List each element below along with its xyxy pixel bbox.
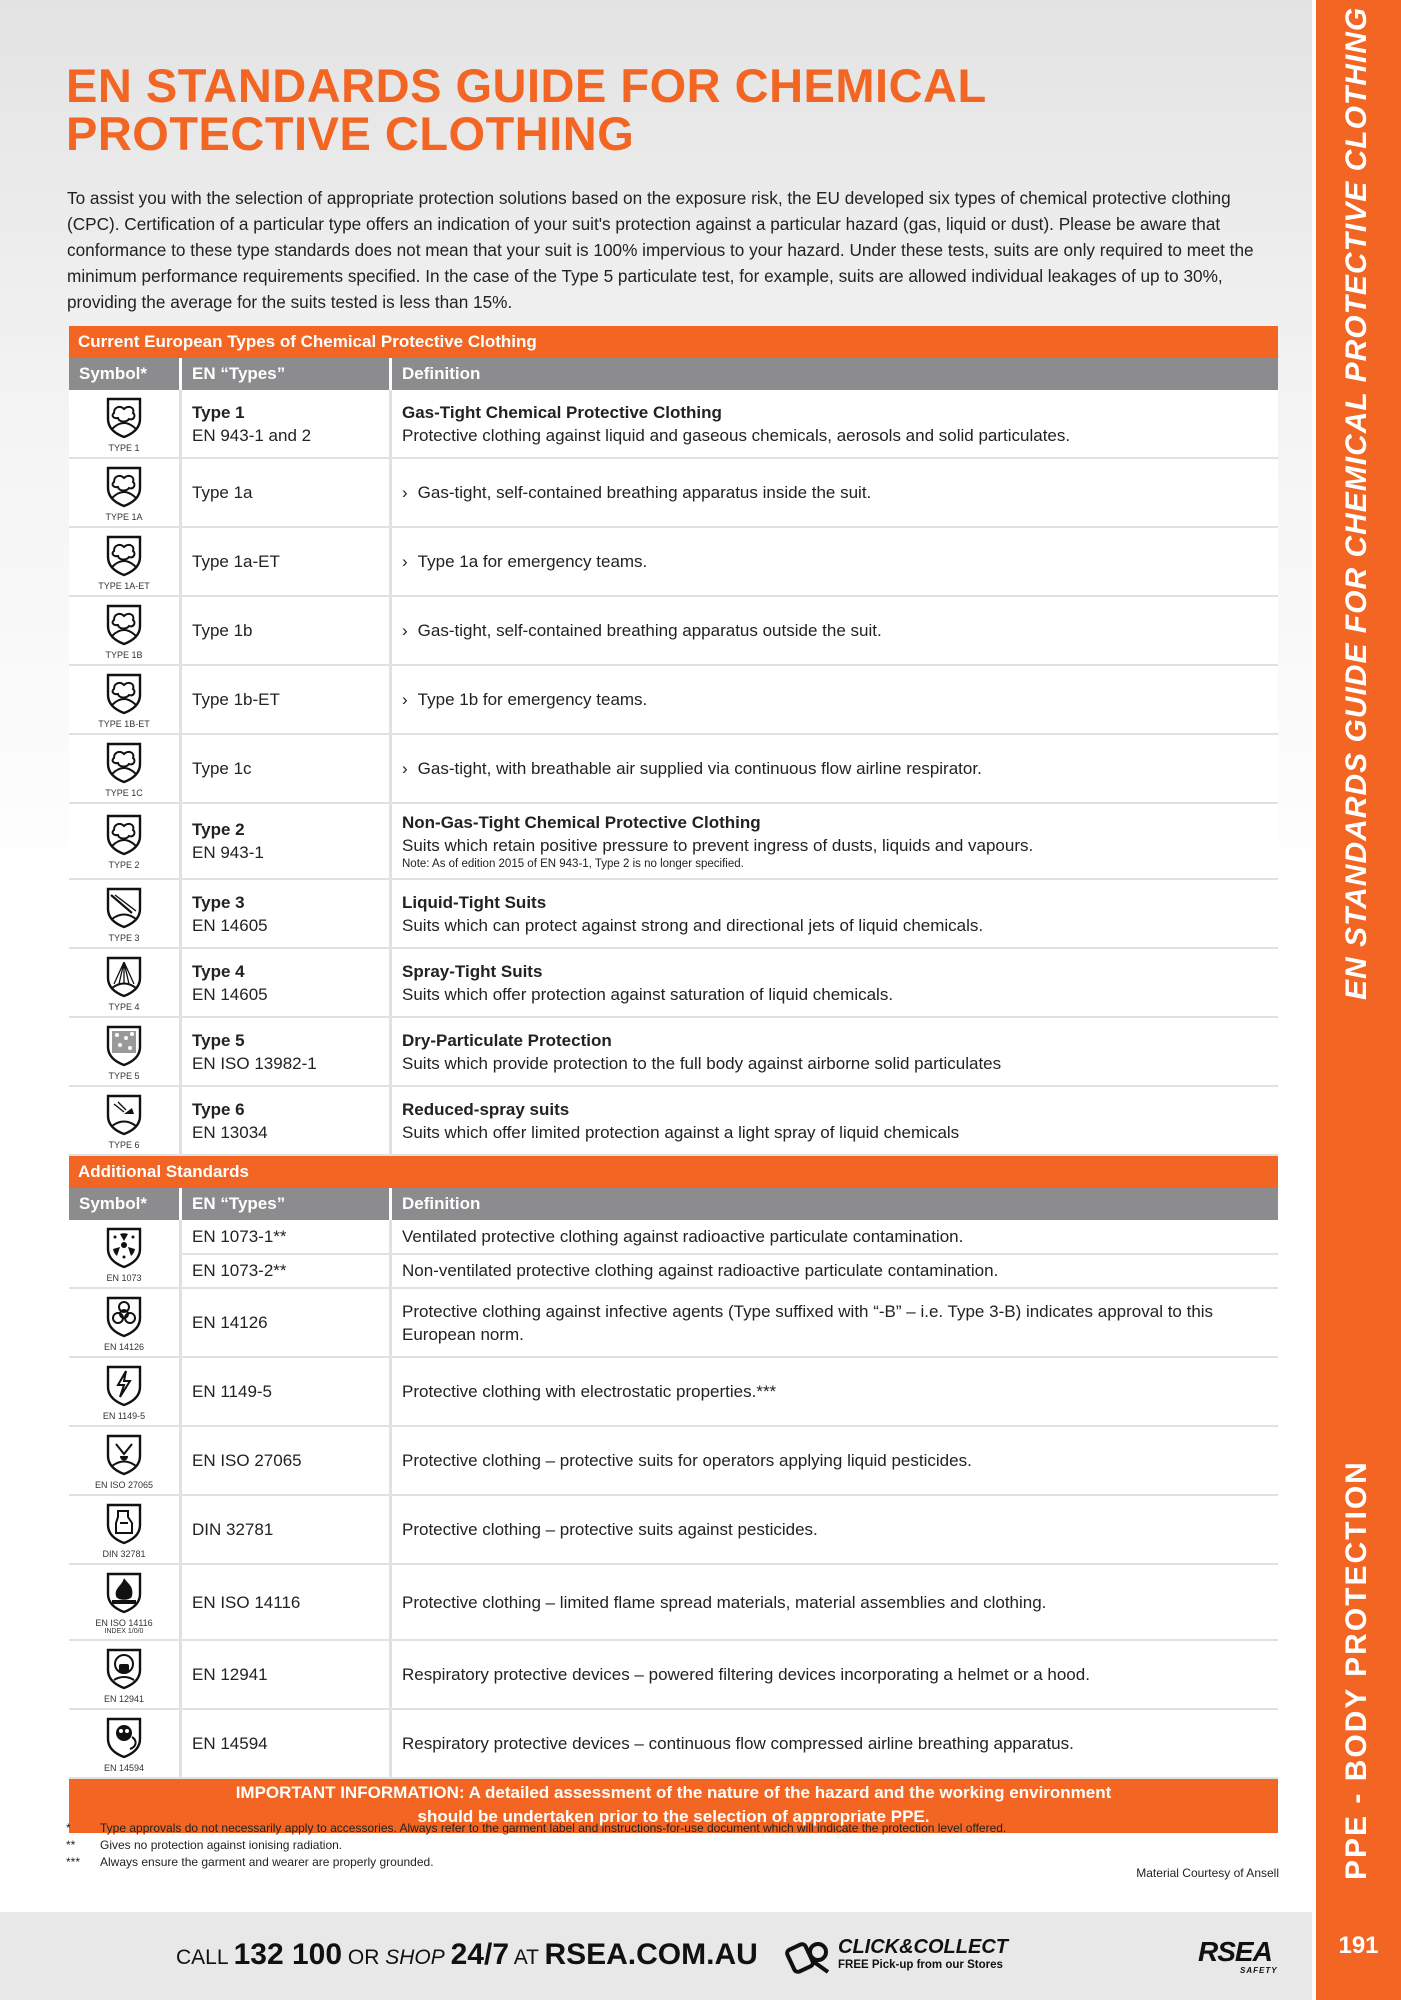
- type-cell: [182, 1496, 392, 1563]
- biohazard-icon: [102, 1294, 146, 1343]
- symbol-label: TYPE 2: [108, 860, 140, 870]
- click-collect[interactable]: [838, 1936, 1008, 1972]
- symbol-cell: [69, 528, 182, 595]
- type-cell: [182, 666, 392, 733]
- type-cell: [182, 804, 392, 878]
- symbol: [102, 1715, 146, 1773]
- symbol-cell: [69, 1358, 182, 1425]
- type-standard: EN 13034: [192, 1122, 268, 1142]
- footnote-mark: ***: [66, 1855, 81, 1869]
- symbol: [102, 1023, 146, 1081]
- symbol: [102, 1646, 146, 1704]
- click-collect-title: CLICK&COLLECT: [838, 1936, 1008, 1958]
- definition-bullet: › Gas-tight, with breathable air supplied via continuous flow airline respirator.: [402, 757, 1268, 780]
- definition-title: Spray-Tight Suits: [402, 961, 543, 981]
- symbol: [95, 1570, 152, 1635]
- type-name: EN 1149-5: [192, 1382, 273, 1401]
- type-cell: [182, 1427, 392, 1494]
- definition-cell: [392, 597, 1278, 664]
- table-row: [69, 390, 1278, 459]
- symbol-cell: [69, 1427, 182, 1494]
- definition-text: Suits which offer limited protection against a light spray of liquid chemicals: [402, 1122, 960, 1142]
- important-line1: IMPORTANT INFORMATION: A detailed assessment of the nature of the hazard and the working environment: [235, 1783, 1112, 1802]
- pesticide-operator-icon: [102, 1432, 146, 1481]
- brand-logo: RSEA: [1198, 1936, 1272, 1967]
- gas-tight-icon: [102, 671, 146, 720]
- page-title: [66, 59, 1266, 160]
- table2-column-headers: [69, 1188, 1278, 1220]
- col-symbol: Symbol*: [69, 1188, 182, 1220]
- click-collect-icon: [784, 1936, 834, 1976]
- definition-title: Reduced-spray suits: [402, 1099, 570, 1119]
- symbol: [95, 1432, 153, 1490]
- type-name: Type 6: [192, 1099, 245, 1119]
- symbol: [102, 602, 146, 660]
- symbol: [102, 885, 146, 943]
- table-subrow: [182, 1255, 1278, 1288]
- standards-table: [69, 326, 1278, 1833]
- symbol: [102, 740, 146, 798]
- symbol-sublabel: INDEX 1/0/0: [104, 1627, 144, 1635]
- symbol: [102, 954, 146, 1012]
- table-row: [69, 1220, 1278, 1289]
- sidebar-category: PPE - BODY PROTECTION: [1340, 1460, 1373, 1880]
- electrostatic-icon: [102, 1363, 146, 1412]
- table-row: [69, 1641, 1278, 1710]
- footnote-text: Gives no protection against ionising radiation.: [100, 1838, 343, 1852]
- symbol-label: EN ISO 27065: [94, 1479, 154, 1490]
- definition-text: Protective clothing – limited flame spread materials, material assemblies and clothing.: [402, 1592, 1047, 1612]
- symbol-label: EN ISO 14116: [95, 1617, 153, 1628]
- symbol: [102, 1225, 146, 1283]
- symbol: [102, 1363, 146, 1421]
- light-spray-icon: [102, 1092, 146, 1141]
- type-name: Type 1: [192, 402, 245, 422]
- type-cell: [182, 735, 392, 802]
- en1073-subrows: [182, 1220, 1278, 1287]
- definition-text: Respiratory protective devices – powered filtering devices incorporating a helmet or a hood.: [402, 1665, 1090, 1684]
- page-number: 191: [1338, 1932, 1379, 1959]
- type-cell: [182, 1018, 392, 1085]
- symbol: [98, 671, 150, 729]
- symbol-cell: [69, 1018, 182, 1085]
- type-name: EN 14594: [192, 1734, 268, 1753]
- col-symbol: Symbol*: [69, 358, 182, 390]
- col-definition: Definition: [402, 364, 481, 383]
- shop-label: SHOP: [385, 1946, 445, 1969]
- definition-bullet: › Gas-tight, self-contained breathing apparatus inside the suit.: [402, 481, 1268, 504]
- symbol-label: EN 1149-5: [102, 1410, 146, 1421]
- definition-title: Gas-Tight Chemical Protective Clothing: [402, 402, 722, 422]
- type-cell: [182, 880, 392, 947]
- hours: 24/7: [450, 1938, 509, 1971]
- website-link[interactable]: RSEA.COM.AU: [544, 1938, 758, 1971]
- symbol-label: TYPE 3: [108, 932, 140, 943]
- side-divider: [1312, 0, 1316, 2000]
- definition-text: Suits which retain positive pressure to prevent ingress of dusts, liquids and vapours.: [402, 835, 1034, 855]
- definition-text: Non-ventilated protective clothing against radioactive particulate contamination.: [402, 1261, 999, 1281]
- symbol-label: TYPE 1A: [105, 511, 143, 522]
- footnote: [66, 1837, 1286, 1854]
- symbol: [102, 1501, 146, 1559]
- symbol-cell: [69, 1641, 182, 1708]
- table-row: [69, 1710, 1278, 1779]
- table-row: [69, 666, 1278, 735]
- col-types: EN “Types”: [182, 358, 392, 390]
- symbol-label: DIN 32781: [102, 1548, 146, 1559]
- definition-cell: [392, 666, 1278, 733]
- symbol: [102, 395, 146, 453]
- definition-note: Note: As of edition 2015 of EN 943-1, Type 2 is no longer specified.: [402, 857, 744, 870]
- definition-cell: [392, 1496, 1278, 1563]
- symbol-cell: [69, 459, 182, 526]
- definition-cell: [392, 1641, 1278, 1708]
- symbol-label: TYPE 1A-ET: [98, 580, 150, 591]
- definition-cell: [392, 735, 1278, 802]
- definition-cell: [392, 1220, 1278, 1253]
- symbol-cell: [69, 666, 182, 733]
- pesticide-icon: [102, 1501, 146, 1550]
- type-name: DIN 32781: [192, 1520, 274, 1539]
- symbol-label: TYPE 5: [108, 1070, 140, 1081]
- type-cell: [182, 1087, 392, 1154]
- symbol-cell: [69, 1220, 182, 1287]
- type-name: EN 12941: [192, 1665, 268, 1684]
- type-name: EN ISO 27065: [192, 1451, 302, 1470]
- type-cell: [182, 390, 392, 457]
- credit: Material Courtesy of Ansell: [1136, 1866, 1279, 1880]
- type-standard: EN 14605: [192, 984, 268, 1004]
- type-name: Type 1c: [192, 759, 252, 778]
- gas-tight-icon: [102, 602, 146, 651]
- symbol: [98, 533, 150, 591]
- definition-text: Ventilated protective clothing against radioactive particulate contamination.: [402, 1226, 964, 1246]
- symbol-cell: [69, 1710, 182, 1777]
- definition-cell: [392, 1018, 1278, 1085]
- symbol-label: EN 14594: [103, 1762, 145, 1773]
- definition-cell: [392, 1710, 1278, 1777]
- symbol-cell: [69, 1565, 182, 1639]
- symbol: [102, 812, 146, 870]
- hood-respirator-icon: [102, 1646, 146, 1695]
- definition-text: Protective clothing – protective suits against pesticides.: [402, 1520, 818, 1539]
- type-name: Type 1a-ET: [192, 552, 280, 571]
- type-standard: EN ISO 13982-1: [192, 1053, 317, 1073]
- call-label: CALL: [176, 1946, 228, 1969]
- symbol-label: EN 14126: [103, 1341, 145, 1352]
- symbol-cell: [69, 390, 182, 457]
- table-row: [69, 1496, 1278, 1565]
- type-cell: [182, 597, 392, 664]
- footnote-mark: *: [66, 1821, 71, 1835]
- particulate-icon: [102, 1023, 146, 1072]
- definition-text: Suits which offer protection against saturation of liquid chemicals.: [402, 984, 894, 1004]
- definition-cell: [392, 1427, 1278, 1494]
- definition-cell: [392, 949, 1278, 1016]
- definition-bullet: › Gas-tight, self-contained breathing apparatus outside the suit.: [402, 619, 1268, 642]
- gas-tight-icon: [102, 812, 146, 861]
- table-row: [69, 880, 1278, 949]
- table-row: [69, 1427, 1278, 1496]
- or-label: OR: [347, 1946, 380, 1969]
- radioactive-icon: [102, 1225, 146, 1274]
- page-title-line2: PROTECTIVE CLOTHING: [66, 107, 635, 160]
- type-name: Type 3: [192, 892, 245, 912]
- type-cell: [182, 1220, 392, 1253]
- symbol-label: TYPE 4: [108, 1001, 140, 1012]
- symbol-label: TYPE 1B: [105, 649, 143, 660]
- symbol-cell: [69, 1496, 182, 1563]
- footnotes: [66, 1820, 1286, 1871]
- type-standard: EN 14605: [192, 915, 268, 935]
- definition-title: Liquid-Tight Suits: [402, 892, 547, 912]
- gas-tight-icon: [102, 464, 146, 513]
- symbol-cell: [69, 880, 182, 947]
- type-cell: [182, 528, 392, 595]
- type-name: EN 1073-1**: [192, 1226, 287, 1246]
- table-row: [69, 528, 1278, 597]
- table-row: [69, 1289, 1278, 1358]
- symbol: [102, 1092, 146, 1150]
- table-row: [69, 597, 1278, 666]
- definition-cell: [392, 1255, 1278, 1288]
- symbol-label: EN 1073: [106, 1272, 142, 1283]
- table1-header: Current European Types of Chemical Protective Clothing: [69, 326, 1278, 358]
- symbol-label: TYPE 1: [108, 442, 140, 453]
- definition-cell: [392, 1087, 1278, 1154]
- type-name: EN 1073-2**: [192, 1261, 287, 1281]
- symbol-cell: [69, 735, 182, 802]
- symbol-label: TYPE 1B-ET: [98, 718, 150, 729]
- type-standard: EN 943-1 and 2: [192, 425, 312, 445]
- type-cell: [182, 1358, 392, 1425]
- brand-logo-sub: SAFETY: [1240, 1966, 1278, 1975]
- definition-text: Respiratory protective devices – continuous flow compressed airline breathing apparatus.: [402, 1734, 1074, 1753]
- definition-bullet: › Type 1b for emergency teams.: [402, 688, 1268, 711]
- definition-title: Dry-Particulate Protection: [402, 1030, 612, 1050]
- important-line2: should be undertaken prior to the selection of appropriate PPE.: [417, 1807, 930, 1826]
- gas-tight-icon: [102, 740, 146, 789]
- type-cell: [182, 459, 392, 526]
- table-row: [69, 804, 1278, 880]
- definition-cell: [392, 1289, 1278, 1356]
- table2-body: [69, 1220, 1278, 1779]
- footnote-mark: **: [66, 1838, 76, 1852]
- type-name: Type 1a: [192, 483, 253, 502]
- type-cell: [182, 949, 392, 1016]
- type-name: EN ISO 14116: [192, 1592, 301, 1612]
- table1-body: [69, 390, 1278, 1156]
- airline-respirator-icon: [102, 1715, 146, 1764]
- type-name: Type 5: [192, 1030, 245, 1050]
- type-cell: [182, 1565, 392, 1639]
- symbol-label: EN 12941: [103, 1693, 145, 1704]
- symbol-cell: [69, 1289, 182, 1356]
- table-row: [69, 1358, 1278, 1427]
- col-types: EN “Types”: [182, 1188, 392, 1220]
- definition-text: Suits which provide protection to the full body against airborne solid particulates: [402, 1053, 1002, 1073]
- footnote-text: Always ensure the garment and wearer are properly grounded.: [100, 1855, 434, 1869]
- spray-icon: [102, 954, 146, 1003]
- symbol-label: TYPE 1C: [105, 787, 143, 798]
- footnote: [66, 1820, 1286, 1837]
- sidebar-section-title: EN STANDARDS GUIDE FOR CHEMICAL PROTECTIVE CLOTHING: [1340, 6, 1373, 1000]
- type-name: Type 1b-ET: [192, 690, 280, 709]
- symbol-cell: [69, 597, 182, 664]
- liquid-jet-icon: [102, 885, 146, 934]
- flame-icon: [102, 1570, 146, 1619]
- symbol-cell: [69, 804, 182, 878]
- symbol: [102, 1294, 146, 1352]
- symbol-cell: [69, 949, 182, 1016]
- definition-text: Protective clothing against infective agents (Type suffixed with “-B” – i.e. Type 3-B) indicates approval to this European norm.: [402, 1301, 1214, 1344]
- definition-bullet: › Type 1a for emergency teams.: [402, 550, 1268, 573]
- definition-text: Protective clothing with electrostatic properties.***: [402, 1382, 777, 1401]
- col-definition: Definition: [402, 1194, 481, 1213]
- table-row: [69, 949, 1278, 1018]
- type-name: Type 2: [192, 820, 245, 839]
- table-row: [69, 1087, 1278, 1156]
- table-row: [69, 1565, 1278, 1641]
- type-cell: [182, 1710, 392, 1777]
- definition-cell: [392, 804, 1278, 878]
- type-cell: [182, 1255, 392, 1288]
- symbol-label: TYPE 6: [108, 1139, 140, 1150]
- gas-tight-icon: [102, 395, 146, 444]
- footer-call: [176, 1938, 758, 1972]
- symbol: [102, 464, 146, 522]
- gas-tight-icon: [102, 533, 146, 582]
- definition-cell: [392, 528, 1278, 595]
- definition-title: Non-Gas-Tight Chemical Protective Clothing: [402, 812, 761, 832]
- table-row: [69, 1018, 1278, 1087]
- page-title-line1: EN STANDARDS GUIDE FOR CHEMICAL: [66, 59, 987, 112]
- type-cell: [182, 1641, 392, 1708]
- table-row: [69, 459, 1278, 528]
- definition-cell: [392, 1358, 1278, 1425]
- type-name: Type 1b: [192, 621, 253, 640]
- type-standard: EN 943-1: [192, 843, 264, 862]
- definition-cell: [392, 880, 1278, 947]
- intro-paragraph: To assist you with the selection of appropriate protection solutions based on the exposure risk, the EU developed six types of chemical protective clothing (CPC). Certification of a particular type offers an indication of your suit's protection against a particular hazard (gas, liquid or dust). Please be aware that conformance to these type standards does not mean that your suit is 100% impervious to your hazard. Under these tests, suits are only required to meet the minimum performance requirements specified. In the case of the Type 5 particulate test, for example, suits are allowed individual leakages of up to 30%, providing the average for the suits tested is less than 15%.: [67, 188, 1254, 312]
- footnote-text: Type approvals do not necessarily apply to accessories. Always refer to the garment label and instructions-for-use document which will indicate the protection level offered.: [100, 1821, 1007, 1835]
- table-subrow: [182, 1220, 1278, 1255]
- definition-cell: [392, 390, 1278, 457]
- phone-number[interactable]: 132 100: [233, 1938, 343, 1971]
- type-name: EN 14126: [192, 1313, 268, 1332]
- type-name: Type 4: [192, 961, 245, 981]
- definition-text: Protective clothing against liquid and gaseous chemicals, aerosols and solid particulates.: [402, 425, 1071, 445]
- table1-column-headers: [69, 358, 1278, 390]
- definition-cell: [392, 1565, 1278, 1639]
- footnote: [66, 1854, 1286, 1871]
- at-label: AT: [513, 1946, 539, 1969]
- definition-text: Suits which can protect against strong and directional jets of liquid chemicals.: [402, 915, 984, 935]
- symbol-cell: [69, 1087, 182, 1154]
- table-row: [69, 735, 1278, 804]
- type-cell: [182, 1289, 392, 1356]
- click-collect-subtitle: FREE Pick-up from our Stores: [838, 1959, 1003, 1971]
- table2-header: Additional Standards: [69, 1156, 1278, 1188]
- definition-cell: [392, 459, 1278, 526]
- definition-text: Protective clothing – protective suits for operators applying liquid pesticides.: [402, 1451, 972, 1470]
